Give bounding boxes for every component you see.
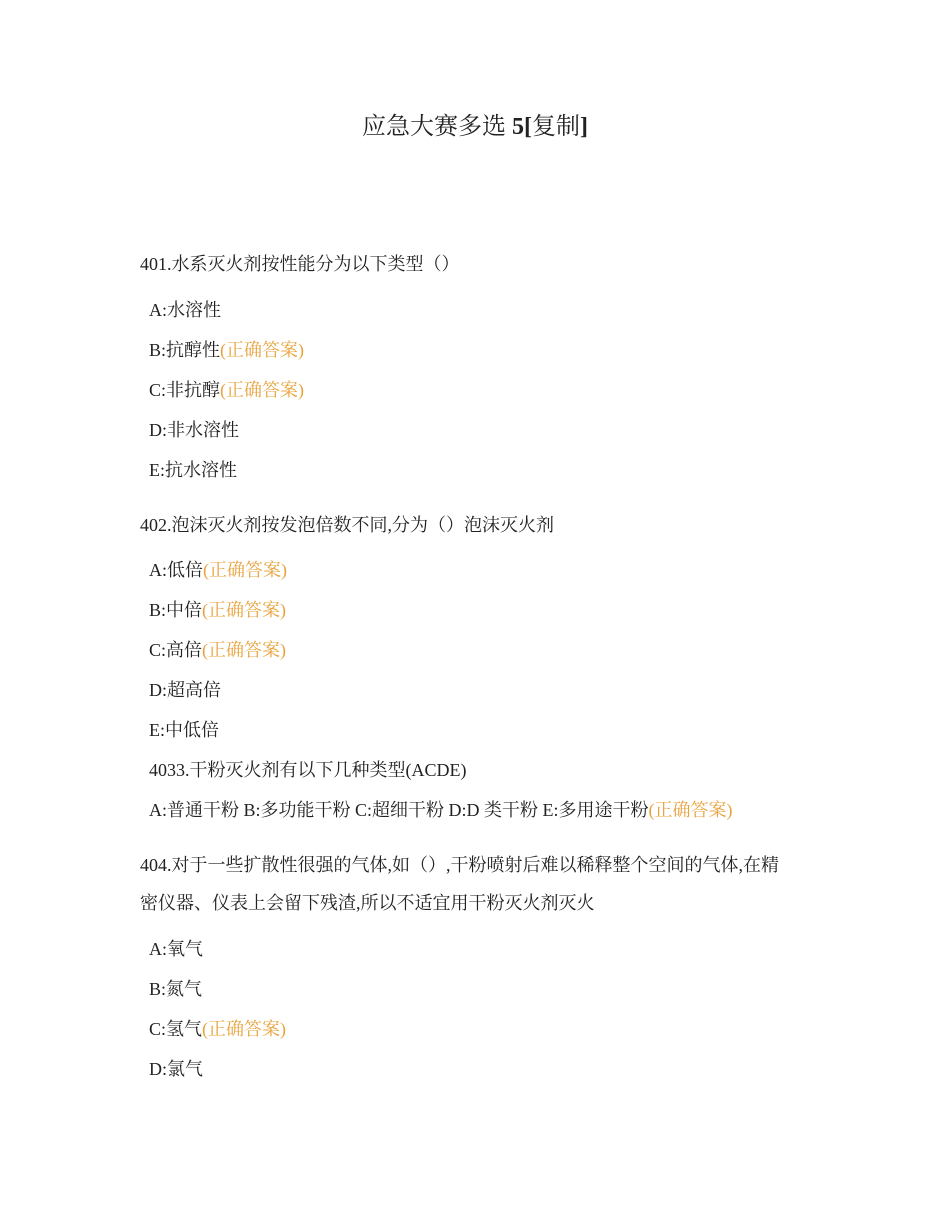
q402-option-a: A:低倍(正确答案)	[149, 560, 287, 580]
correct-answer-mark: (正确答案)	[220, 380, 305, 400]
title-prefix: 应急大赛多选	[362, 114, 512, 140]
q4033-options: A:普通干粉 B:多功能干粉 C:超细干粉 D:D 类干粉 E:多用途干粉(正确答案)	[149, 800, 733, 820]
question-4033: 4033.干粉灭火剂有以下几种类型(ACDE)	[149, 760, 467, 780]
q402-option-e: E:中低倍	[149, 720, 219, 740]
q402-option-d: D:超高倍	[149, 680, 221, 700]
correct-answer-mark: (正确答案)	[202, 600, 287, 620]
correct-answer-mark: (正确答案)	[203, 560, 287, 580]
question-404-line-2: 密仪器、仪表上会留下残渣,所以不适宜用干粉灭火剂灭火	[140, 893, 595, 913]
correct-answer-mark: (正确答案)	[202, 640, 287, 660]
correct-answer-mark: (正确答案)	[220, 340, 305, 360]
title-close-bracket: ]	[580, 114, 588, 140]
title-copy-label: 复制	[532, 114, 580, 140]
question-401: 401.水系灭火剂按性能分为以下类型（）	[140, 254, 460, 274]
q401-option-d: D:非水溶性	[149, 420, 239, 440]
q402-option-b: B:中倍(正确答案)	[149, 600, 287, 620]
q401-option-c: C:非抗醇(正确答案)	[149, 380, 305, 400]
correct-answer-mark: (正确答案)	[648, 800, 733, 820]
q401-option-b: B:抗醇性(正确答案)	[149, 340, 305, 360]
q404-option-d: D:氯气	[149, 1059, 203, 1079]
question-402: 402.泡沫灭火剂按发泡倍数不同,分为（）泡沫灭火剂	[140, 515, 554, 535]
title-number: 5[	[512, 114, 532, 140]
q404-option-b: B:氮气	[149, 979, 203, 999]
question-404-line-1: 404.对于一些扩散性很强的气体,如（）,干粉喷射后难以稀释整个空间的气体,在精	[140, 855, 779, 875]
q401-option-a: A:水溶性	[149, 300, 221, 320]
page-title	[0, 110, 950, 144]
correct-answer-mark: (正确答案)	[202, 1019, 287, 1039]
q401-option-e: E:抗水溶性	[149, 460, 237, 480]
q404-option-c: C:氢气(正确答案)	[149, 1019, 287, 1039]
q402-option-c: C:高倍(正确答案)	[149, 640, 287, 660]
q404-option-a: A:氧气	[149, 939, 203, 959]
